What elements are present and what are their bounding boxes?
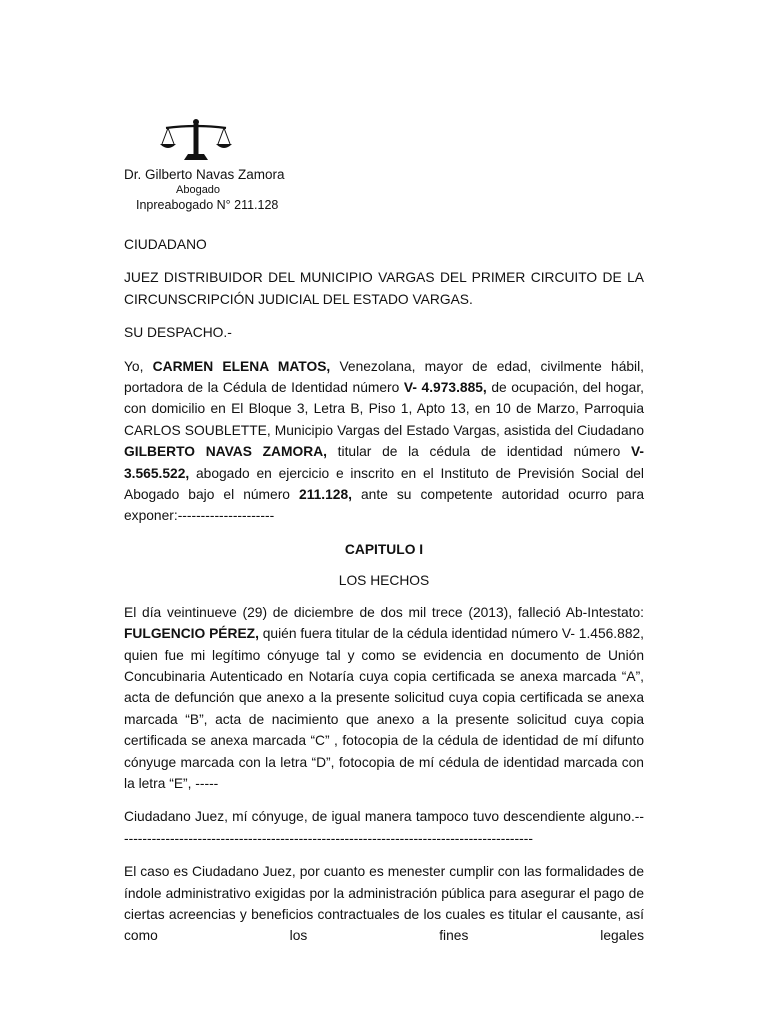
lawyer-registration: Inpreabogado N° 211.128 bbox=[136, 198, 279, 212]
addressee-line-1: CIUDADANO bbox=[124, 237, 207, 252]
attorney-name: GILBERTO NAVAS ZAMORA, bbox=[124, 444, 327, 460]
descendants-paragraph: Ciudadano Juez, mí cónyuge, de igual manera tampoco tuvo descendiente alguno.------------------------------------------------------------------------------------------- bbox=[124, 809, 644, 846]
lawyer-title: Abogado bbox=[176, 184, 221, 196]
intro-text-3: de ocupación, del hogar, con domicilio en El Bloque 3, Letra B, Piso 1, Apto 13, en 10 de Marzo, Parroquia CARLOS SOUBLETTE, Municipio Vargas del Estado Vargas, asistida del Ciudadano bbox=[124, 380, 644, 438]
intro-text-2: Venezolana, mayor de edad, civilmente hábil, portadora de la Cédula de Identidad número bbox=[124, 358, 645, 396]
attorney-id: V- 3.565.522, bbox=[124, 444, 644, 481]
petitioner-name: CARMEN ELENA MATOS, bbox=[152, 358, 331, 374]
petitioner-id: V- 4.973.885, bbox=[403, 380, 487, 396]
case-paragraph: El caso es Ciudadano Juez, por cuanto es menester cumplir con las formalidades de índole administrativo exigidas por la administración pública para asegurar el pago de ciertas acreencias y beneficios contractuales de los cuales es titular el causante, así como los fines legales bbox=[124, 864, 644, 944]
letterhead bbox=[124, 166, 324, 213]
intro-text-4: titular de la cédula de identidad número bbox=[327, 444, 631, 460]
facts-text-1: El día veintinueve (29) de diciembre de dos mil trece (2013), falleció Ab-Intestato: bbox=[124, 604, 644, 620]
facts-paragraph bbox=[124, 602, 644, 795]
intro-text-5: abogado en ejercicio e inscrito en el Instituto de Previsión Social del Abogado bajo el número bbox=[124, 465, 644, 503]
chapter-subtitle: LOS HECHOS bbox=[338, 573, 430, 589]
deceased-name: FULGENCIO PÉREZ, bbox=[124, 626, 259, 642]
facts-text-2: quién fuera titular de la cédula identidad número V- 1.456.882, quien fue mi legítimo cónyuge tal y como se evidencia en documento de Unión Concubinaria Autenticado en Notaría cuya copia certificada se anexa marcada “A”, acta de defunción que anexo a la presente solicitud cuya copia certificada se anexa marcada “B”, acta de nacimiento que anexo a la presente solicitud cuya copia certificada se anexa marcada “C” , fotocopia de la cédula de identidad de mí difunto cónyuge marcada con la letra “D”, fotocopia de mí cédula de identidad marcada con la letra “E”, ----- bbox=[124, 626, 644, 791]
addressee-line-3: SU DESPACHO.- bbox=[124, 325, 232, 341]
intro-text-6: ante su competente autoridad ocurro para exponer:--------------------- bbox=[124, 487, 644, 524]
addressee-line-2: JUEZ DISTRIBUIDOR DEL MUNICIPIO VARGAS DEL PRIMER CIRCUITO DE LA CIRCUNSCRIPCIÓN JUDICIAL DEL ESTADO VARGAS. bbox=[124, 270, 644, 307]
chapter-title-text: CAPITULO I bbox=[344, 541, 424, 557]
intro-paragraph bbox=[124, 356, 644, 527]
document-body bbox=[124, 234, 644, 959]
scales-of-justice-icon bbox=[160, 116, 232, 162]
intro-text-1: Yo, bbox=[124, 358, 153, 374]
attorney-registration: 211.128, bbox=[299, 487, 352, 503]
lawyer-name: Dr. Gilberto Navas Zamora bbox=[124, 167, 285, 182]
chapter-title bbox=[124, 539, 644, 560]
